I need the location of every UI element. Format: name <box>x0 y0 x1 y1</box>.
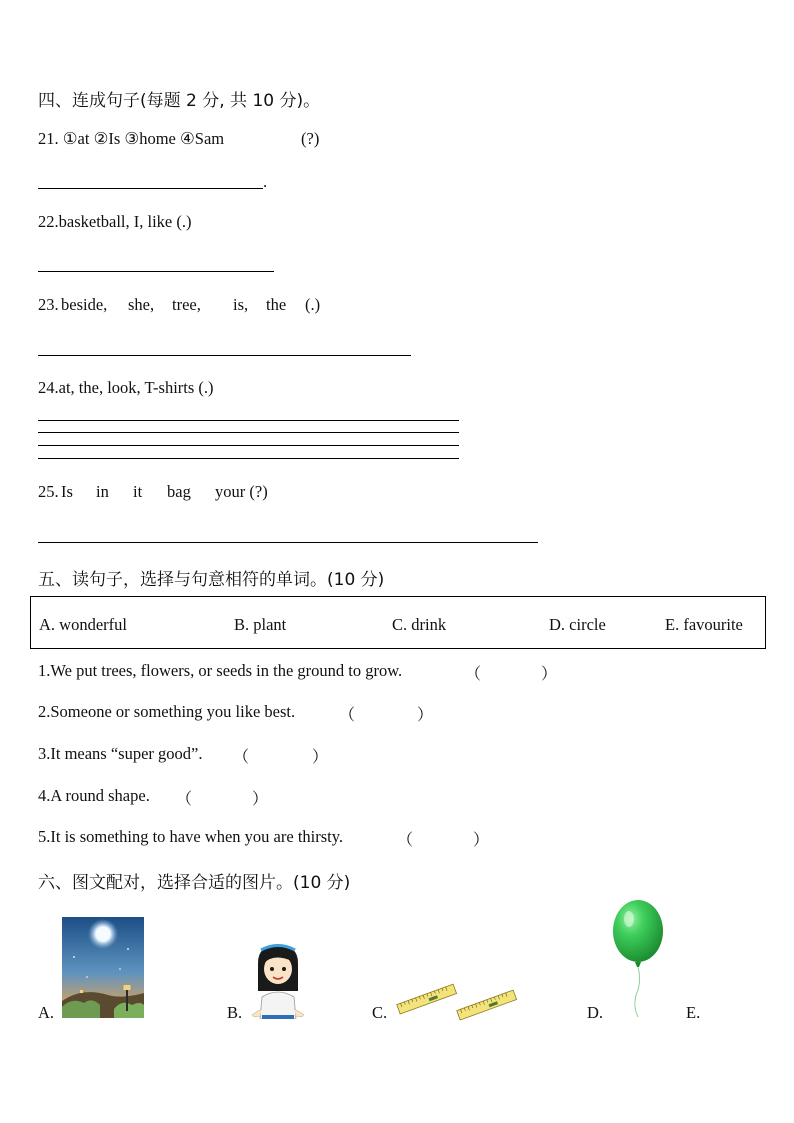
answer-line-24-d[interactable] <box>38 458 459 459</box>
question-21-number: 21. <box>38 129 59 148</box>
section-6-title: 六、图文配对，选择合适的图片。(10 分) <box>38 873 351 893</box>
sentence-1: 1.We put trees, flowers, or seeds in the ground to grow. <box>38 661 403 680</box>
sentence-4: 4.A round shape. <box>38 786 150 805</box>
question-23-number: 23. <box>38 295 59 314</box>
question-25-word-3: it <box>133 482 143 501</box>
rulers-picture[interactable] <box>395 980 520 1022</box>
answer-line-22[interactable] <box>38 271 274 272</box>
picture-label-e: E. <box>686 1003 701 1022</box>
answer-paren-2-close: ） <box>417 707 434 724</box>
section-4-title: 四、连成句子(每题 2 分, 共 10 分)。 <box>38 91 321 111</box>
answer-paren-4-close: ） <box>252 791 269 808</box>
question-23-word-2: she, <box>128 295 155 314</box>
question-25-number: 25. <box>38 482 59 501</box>
balloon-icon <box>613 900 663 962</box>
ruler-icon <box>397 984 457 1014</box>
picture-label-c: C. <box>372 1003 388 1022</box>
question-23-word-4: is, <box>233 295 249 314</box>
sentence-2: 2.Someone or something you like best. <box>38 702 296 721</box>
answer-line-21[interactable] <box>38 188 263 189</box>
question-23 <box>38 295 59 315</box>
answer-paren-2-open: （ <box>339 707 356 724</box>
answer-line-24-c[interactable] <box>38 445 459 446</box>
answer-paren-5-open: （ <box>397 832 414 849</box>
question-21 <box>38 129 224 149</box>
word-option-c: C. drink <box>392 615 447 634</box>
question-23-word-5: the <box>266 295 287 314</box>
answer-paren-1-open: （ <box>465 666 482 683</box>
word-option-e: E. favourite <box>665 615 743 634</box>
question-25-word-4: bag <box>167 482 191 501</box>
answer-blank-5[interactable] <box>414 827 470 847</box>
answer-blank-4[interactable] <box>193 786 249 806</box>
picture-label-a: A. <box>38 1003 55 1022</box>
ruler-icon-2 <box>457 990 517 1020</box>
night-moon-picture[interactable] <box>62 917 144 1018</box>
answer-paren-5-close: ） <box>473 832 490 849</box>
word-bank-box <box>30 596 766 649</box>
picture-label-d: D. <box>587 1003 604 1022</box>
sentence-3: 3.It means “super good”. <box>38 744 203 763</box>
word-option-b: B. plant <box>234 615 287 634</box>
question-21-words: ①at ②Is ③home ④Sam <box>62 129 225 148</box>
green-balloon-picture[interactable] <box>608 897 668 1019</box>
question-23-word-1: beside, <box>61 295 108 314</box>
answer-blank-3[interactable] <box>250 744 308 764</box>
answer-line-21-period: . <box>263 172 268 191</box>
picture-label-b: B. <box>227 1003 243 1022</box>
answer-blank-2[interactable] <box>356 702 414 722</box>
word-option-d: D. circle <box>549 615 606 634</box>
answer-paren-4-open: （ <box>176 791 193 808</box>
girl-picture[interactable] <box>250 943 306 1019</box>
word-option-a: A. wonderful <box>39 615 127 634</box>
answer-line-23[interactable] <box>38 355 411 356</box>
answer-line-24-b[interactable] <box>38 432 459 433</box>
question-23-word-3: tree, <box>172 295 201 314</box>
sentence-5: 5.It is something to have when you are thirsty. <box>38 827 344 846</box>
answer-paren-3-open: （ <box>233 749 250 766</box>
section-5-title: 五、读句子，选择与句意相符的单词。(10 分) <box>38 570 385 590</box>
question-24: 24.at, the, look, T-shirts (.) <box>38 378 214 397</box>
question-23-punctuation: (.) <box>305 295 321 314</box>
answer-line-24-a[interactable] <box>38 420 459 421</box>
question-22: 22.basketball, I, like (.) <box>38 212 192 231</box>
question-25-word-5: your (?) <box>215 482 268 501</box>
question-21-punctuation: (?) <box>301 129 320 148</box>
question-25-word-2: in <box>96 482 109 501</box>
answer-paren-3-close: ） <box>312 749 329 766</box>
question-25-word-1: Is <box>61 482 73 501</box>
answer-paren-1-close: ） <box>541 666 558 683</box>
answer-line-25[interactable] <box>38 542 538 543</box>
answer-blank-1[interactable] <box>482 661 538 681</box>
